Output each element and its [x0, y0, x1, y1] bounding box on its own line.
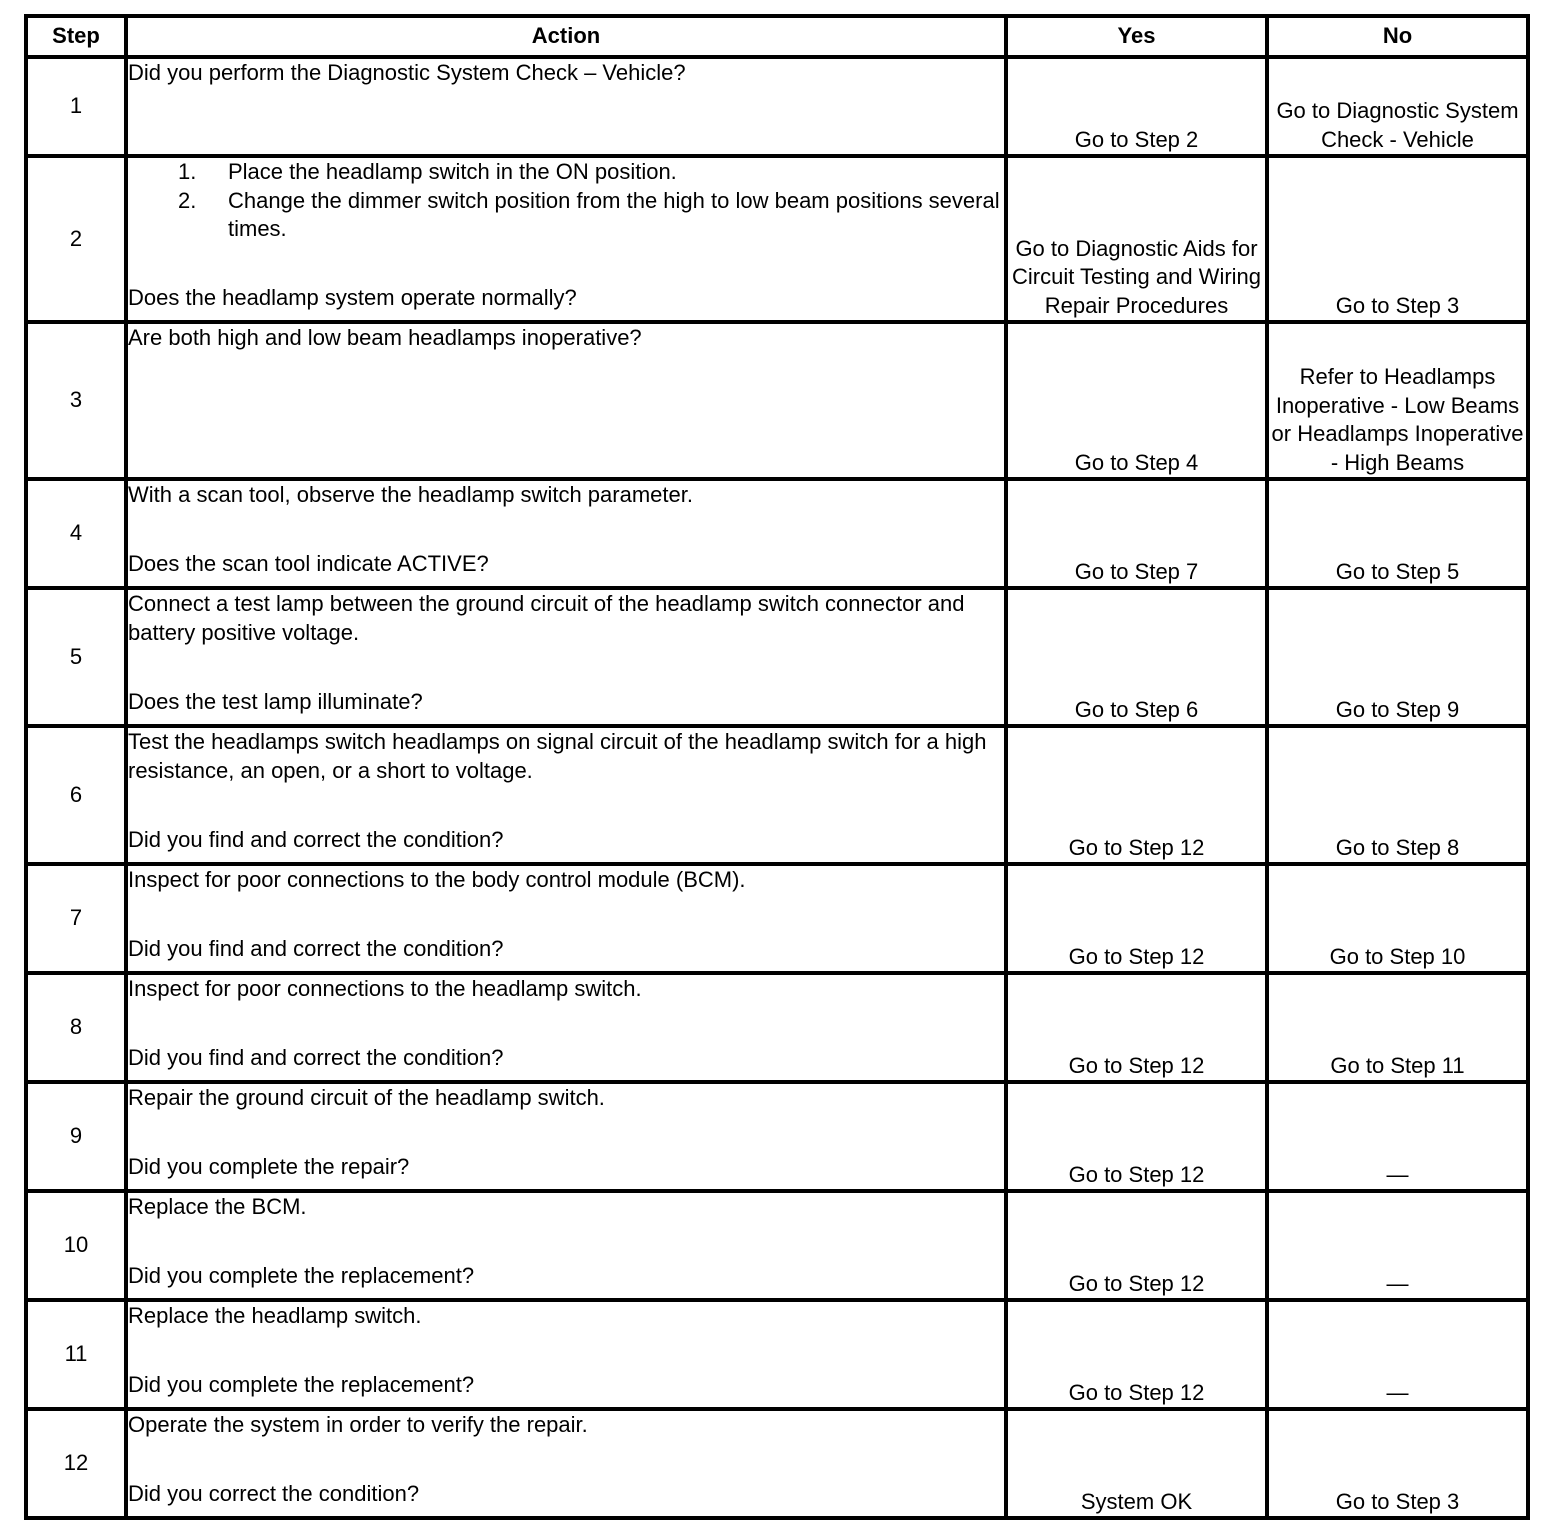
action-cell: [126, 588, 1006, 726]
action-cell: [126, 156, 1006, 322]
action-intro: Test the headlamps switch headlamps on signal circuit of the headlamp switch for a high resistance, an open, or a short to voltage.: [128, 729, 987, 783]
action-content: [128, 590, 1004, 716]
step-number: 6: [26, 726, 126, 864]
action-cell: [126, 1409, 1006, 1518]
yes-result: Go to Step 12: [1006, 864, 1267, 973]
action-intro: Operate the system in order to verify the repair.: [128, 1412, 588, 1437]
action-cell: [126, 864, 1006, 973]
action-cell: [126, 322, 1006, 479]
no-result: Go to Diagnostic System Check - Vehicle: [1267, 57, 1528, 156]
action-content: [128, 324, 1004, 469]
header-no: No: [1267, 16, 1528, 57]
action-instructions: [128, 1302, 1004, 1331]
table-row: [26, 726, 1528, 864]
table-row: [26, 1409, 1528, 1518]
action-content: [128, 1411, 1004, 1508]
action-question: Does the headlamp system operate normally?: [128, 284, 577, 310]
action-question: Does the test lamp illuminate?: [128, 688, 423, 714]
action-instructions: [128, 1084, 1004, 1113]
action-question: Does the scan tool indicate ACTIVE?: [128, 550, 489, 576]
no-result: Go to Step 5: [1267, 479, 1528, 588]
action-intro: With a scan tool, observe the headlamp switch parameter.: [128, 482, 693, 507]
table-row: [26, 864, 1528, 973]
yes-result: Go to Step 4: [1006, 322, 1267, 479]
step-number: 10: [26, 1191, 126, 1300]
action-question: Did you find and correct the condition?: [128, 1044, 504, 1070]
table-row: [26, 1082, 1528, 1191]
step-number: 4: [26, 479, 126, 588]
header-row: [26, 16, 1528, 57]
header-yes: Yes: [1006, 16, 1267, 57]
step-number: 2: [26, 156, 126, 322]
no-result: —: [1267, 1300, 1528, 1409]
step-number: 3: [26, 322, 126, 479]
action-cell: [126, 726, 1006, 864]
yes-result: Go to Step 12: [1006, 1300, 1267, 1409]
action-content: [128, 1084, 1004, 1181]
table-row: [26, 479, 1528, 588]
no-result: Go to Step 11: [1267, 973, 1528, 1082]
action-content: [128, 1302, 1004, 1399]
action-instructions: [128, 1193, 1004, 1222]
substep-number: 2.: [178, 187, 197, 213]
yes-result: Go to Diagnostic Aids for Circuit Testing and Wiring Repair Procedures: [1006, 156, 1267, 322]
table-row: [26, 322, 1528, 479]
action-intro: Did you perform the Diagnostic System Check – Vehicle?: [128, 60, 686, 85]
action-question: Did you complete the replacement?: [128, 1371, 475, 1397]
action-cell: [126, 1082, 1006, 1191]
substep-item: [178, 187, 1004, 244]
action-instructions: [128, 866, 1004, 895]
action-cell: [126, 973, 1006, 1082]
action-content: [128, 866, 1004, 963]
action-cell: [126, 1191, 1006, 1300]
no-result: Refer to Headlamps Inoperative - Low Beams or Headlamps Inoperative - High Beams: [1267, 322, 1528, 479]
table-row: [26, 973, 1528, 1082]
action-instructions: [128, 728, 1004, 785]
action-question: Did you find and correct the condition?: [128, 935, 504, 961]
no-result: —: [1267, 1082, 1528, 1191]
action-content: [128, 481, 1004, 578]
yes-result: Go to Step 12: [1006, 1191, 1267, 1300]
action-question: Did you find and correct the condition?: [128, 826, 504, 852]
step-number: 1: [26, 57, 126, 156]
action-intro: Replace the BCM.: [128, 1194, 307, 1219]
action-question: Did you complete the replacement?: [128, 1262, 475, 1288]
action-instructions: [128, 1411, 1004, 1440]
action-question: Did you complete the repair?: [128, 1153, 410, 1179]
action-instructions: [128, 324, 1004, 353]
action-intro: Inspect for poor connections to the body control module (BCM).: [128, 867, 746, 892]
action-instructions: [128, 481, 1004, 510]
yes-result: Go to Step 12: [1006, 726, 1267, 864]
no-result: Go to Step 8: [1267, 726, 1528, 864]
no-result: Go to Step 3: [1267, 1409, 1528, 1518]
action-cell: [126, 57, 1006, 156]
substep-text: Place the headlamp switch in the ON position.: [228, 159, 677, 184]
yes-result: Go to Step 6: [1006, 588, 1267, 726]
action-intro: Inspect for poor connections to the headlamp switch.: [128, 976, 642, 1001]
step-number: 11: [26, 1300, 126, 1409]
action-instructions: [128, 590, 1004, 647]
substep-number: 1.: [178, 159, 197, 184]
action-intro: Are both high and low beam headlamps inoperative?: [128, 325, 642, 350]
no-result: —: [1267, 1191, 1528, 1300]
no-result: Go to Step 9: [1267, 588, 1528, 726]
action-content: [128, 59, 1004, 146]
substep-list: [128, 158, 1004, 244]
yes-result: Go to Step 12: [1006, 973, 1267, 1082]
diagnostic-table: [24, 14, 1530, 1520]
step-number: 5: [26, 588, 126, 726]
action-content: [128, 1193, 1004, 1290]
step-number: 12: [26, 1409, 126, 1518]
step-number: 9: [26, 1082, 126, 1191]
header-action: Action: [126, 16, 1006, 57]
yes-result: Go to Step 7: [1006, 479, 1267, 588]
yes-result: Go to Step 12: [1006, 1082, 1267, 1191]
no-result: Go to Step 10: [1267, 864, 1528, 973]
yes-result: Go to Step 2: [1006, 57, 1267, 156]
header-step: Step: [26, 16, 126, 57]
table-row: [26, 1300, 1528, 1409]
no-result: Go to Step 3: [1267, 156, 1528, 322]
action-cell: [126, 1300, 1006, 1409]
yes-result: System OK: [1006, 1409, 1267, 1518]
table-row: [26, 1191, 1528, 1300]
table-row: [26, 156, 1528, 322]
action-cell: [126, 479, 1006, 588]
action-intro: Connect a test lamp between the ground circuit of the headlamp switch connector and battery positive voltage.: [128, 591, 965, 645]
table-row: [26, 588, 1528, 726]
table-row: [26, 57, 1528, 156]
action-intro: Repair the ground circuit of the headlamp switch.: [128, 1085, 605, 1110]
step-number: 7: [26, 864, 126, 973]
substep-item: [178, 158, 1004, 187]
action-instructions: [128, 975, 1004, 1004]
action-question: Did you correct the condition?: [128, 1480, 420, 1506]
action-content: [128, 728, 1004, 854]
action-content: [128, 158, 1004, 312]
substep-text: Change the dimmer switch position from the high to low beam positions several times.: [228, 187, 1000, 241]
action-instructions: [128, 158, 1004, 244]
action-intro: Replace the headlamp switch.: [128, 1303, 422, 1328]
action-content: [128, 975, 1004, 1072]
action-instructions: [128, 59, 1004, 88]
step-number: 8: [26, 973, 126, 1082]
